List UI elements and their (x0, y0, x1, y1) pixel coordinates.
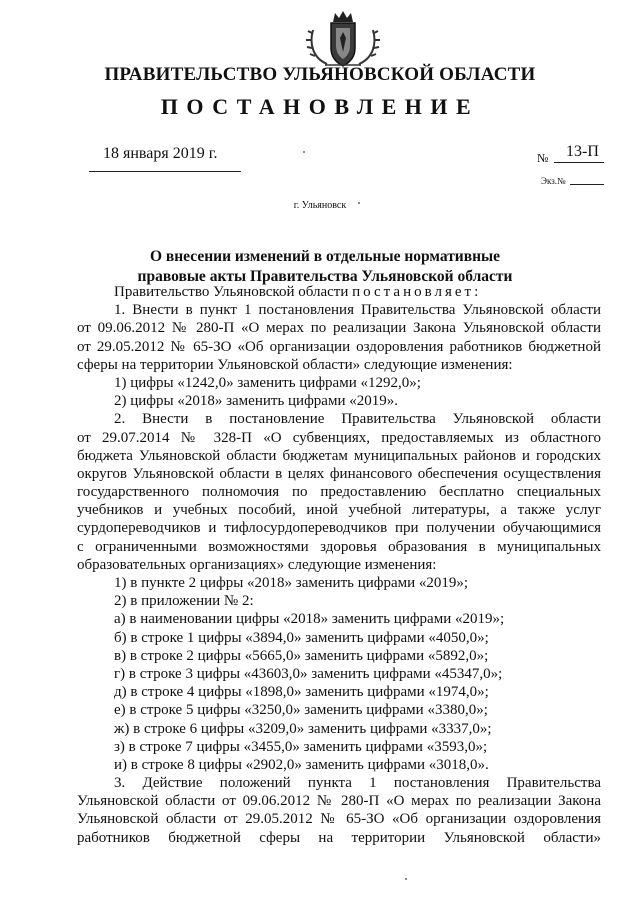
document-body (77, 283, 601, 847)
list-item: б) в строке 1 цифры «3894,0» заменить цифрами «4050,0»; (114, 629, 489, 646)
preamble-verb: постановляет: (352, 284, 482, 300)
document-date: 18 января 2019 г. (103, 145, 218, 162)
list-item: и) в строке 8 цифры «2902,0» заменить цифрами «3018,0». (114, 756, 489, 773)
paragraph-line: сферы на территории Ульяновской области» следующие изменения: (77, 356, 513, 373)
list-item: в) в строке 2 цифры «5665,0» заменить цифрами «5892,0»; (114, 647, 489, 664)
number-sign: № (537, 151, 549, 165)
paragraph-line: Ульяновской области от 09.06.2012 № 280-П «О мерах по реализации Закона (77, 793, 601, 810)
list-item: е) в строке 5 цифры «3250,0» заменить цифрами «3380,0»; (114, 702, 488, 719)
scan-speck (405, 878, 407, 880)
title-line: правовые акты Правительства Ульяновской области (137, 268, 513, 285)
paragraph-line: Ульяновской области от 29.05.2012 № 65-ЗО «Об организации оздоровления (77, 811, 601, 828)
paragraph-line: бюджета Ульяновской области бюджетам муниципальных районов и городских (77, 447, 601, 464)
scan-speck (303, 151, 305, 153)
paragraph-line: учебников и учебных пособий, иной учебной литературы, а также услуг (77, 502, 601, 519)
number-underline (554, 162, 604, 163)
list-item: з) в строке 7 цифры «3455,0» заменить цифрами «3593,0»; (114, 738, 488, 755)
paragraph-line: 2. Внести в постановление Правительства Ульяновской области (114, 411, 601, 428)
coat-of-arms-emblem (301, 8, 385, 70)
paragraph-line: с ограниченными возможностями здоровья образования в муниципальных (77, 538, 601, 555)
preamble-text: Правительство Ульяновской области (114, 284, 349, 300)
document-number: 13-П (566, 143, 599, 160)
list-item: 2) в приложении № 2: (114, 593, 254, 610)
preamble (77, 283, 601, 301)
paragraph-line: сурдопереводчиков и тифлосурдопереводчиков при получении обучающимися (77, 520, 601, 537)
scan-speck (358, 202, 360, 204)
government-name: ПРАВИТЕЛЬСТВО УЛЬЯНОВСКОЙ ОБЛАСТИ (104, 64, 536, 85)
paragraph-line: округов Ульяновской области в целях финансового обеспечения осуществления (77, 465, 601, 482)
title-line: О внесении изменений в отдельные нормативные (149, 248, 501, 265)
paragraph-line: от 29.05.2012 № 65-ЗО «Об организации оздоровления работников бюджетной (77, 338, 601, 355)
paragraph-line: образовательных организациях» следующие изменения: (77, 556, 437, 573)
paragraph-line: 3. Действие положений пункта 1 постановления Правительства (114, 775, 601, 792)
copy-number-underline (570, 184, 604, 185)
paragraph-line: 1. Внести в пункт 1 постановления Правительства Ульяновской области (114, 302, 601, 319)
paragraph-line: государственного полномочия по предоставлению бесплатно специальных (77, 484, 601, 501)
list-item: 2) цифры «2018» заменить цифрами «2019». (114, 393, 398, 410)
list-item: д) в строке 4 цифры «1898,0» заменить цифрами «1974,0»; (114, 684, 489, 701)
list-item: 1) в пункте 2 цифры «2018» заменить цифрами «2019»; (114, 575, 469, 591)
paragraph-line: работников бюджетной сферы на территории Ульяновской области» (77, 829, 601, 846)
paragraph-line: от 29.07.2014 № 328-П «О субвенциях, предоставляемых из областного (77, 429, 601, 446)
date-underline (89, 171, 241, 172)
list-item: ж) в строке 6 цифры «3209,0» заменить цифрами «3337,0»; (114, 720, 492, 737)
document-title (90, 247, 560, 287)
city: г. Ульяновск (293, 200, 347, 211)
list-item: а) в наименовании цифры «2018» заменить цифрами «2019»; (114, 611, 505, 628)
paragraph-line: от 09.06.2012 № 280-П «О мерах по реализации Закона Ульяновской области (77, 320, 601, 337)
copy-number-label: Экз.№ (541, 176, 566, 186)
list-item: г) в строке 3 цифры «43603,0» заменить цифрами «45347,0»; (114, 665, 503, 682)
document-type: ПОСТАНОВЛЕНИЕ (160, 94, 480, 119)
list-item: 1) цифры «1242,0» заменить цифрами «1292,0»; (114, 374, 421, 391)
